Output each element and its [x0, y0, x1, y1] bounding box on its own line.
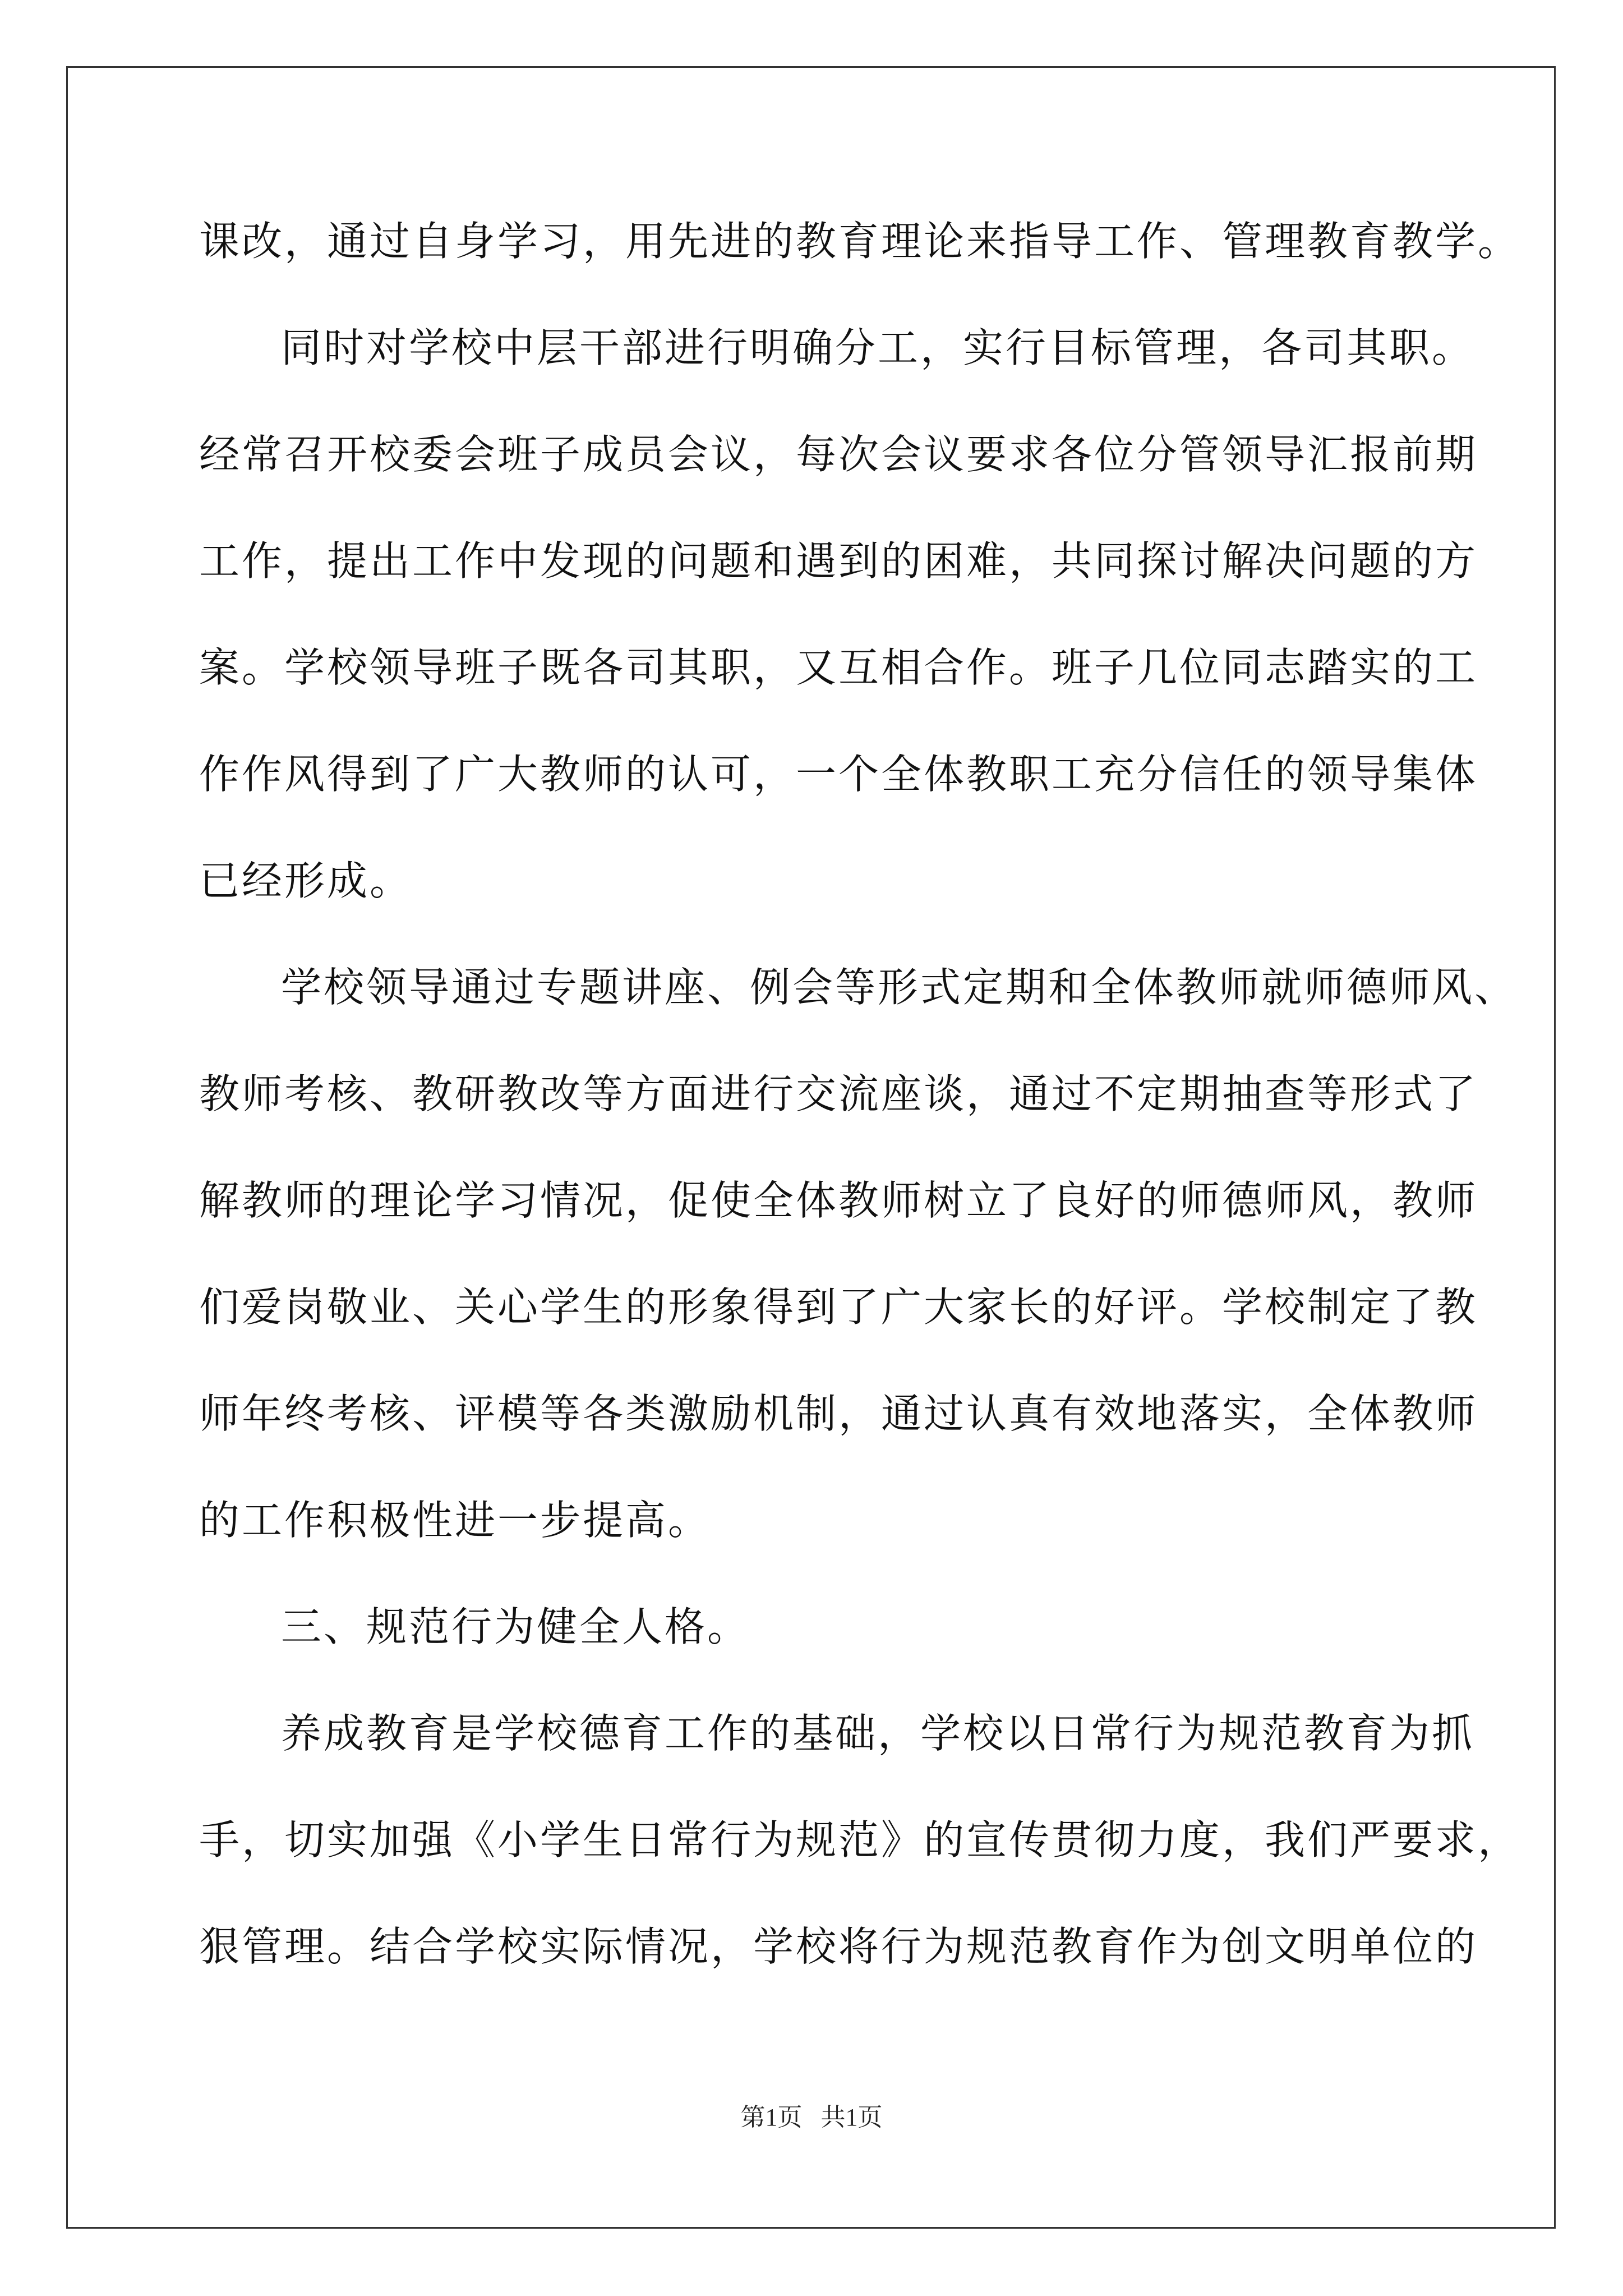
text-line: 学校领导通过专题讲座、例会等形式定期和全体教师就师德师风、 [281, 964, 1518, 1011]
text-line: 们爱岗敬业、关心学生的形象得到了广大家长的好评。学校制定了教 [199, 1283, 1478, 1331]
text-line: 已经形成。 [199, 857, 413, 904]
text-line: 工作，提出工作中发现的问题和遇到的困难，共同探讨解决问题的方 [199, 537, 1478, 585]
text-line: 师年终考核、评模等各类激励机制，通过认真有效地落实，全体教师 [199, 1390, 1478, 1437]
text-line: 狠管理。结合学校实际情况，学校将行为规范教育作为创文明单位的 [199, 1923, 1478, 1970]
text-line: 养成教育是学校德育工作的基础，学校以日常行为规范教育为抓 [281, 1710, 1475, 1757]
text-line: 手，切实加强《小学生日常行为规范》的宣传贯彻力度，我们严要求， [199, 1816, 1521, 1864]
text-line: 案。学校领导班子既各司其职，又互相合作。班子几位同志踏实的工 [199, 644, 1478, 691]
text-line: 的工作积极性进一步提高。 [199, 1497, 711, 1544]
text-line: 解教师的理论学习情况，促使全体教师树立了良好的师德师风，教师 [199, 1177, 1478, 1224]
page-number: 第1页 共1页 [740, 2104, 883, 2131]
text-line: 经常召开校委会班子成员会议，每次会议要求各位分管领导汇报前期 [199, 431, 1478, 478]
document-body [199, 208, 1521, 2019]
section-heading: 三、规范行为健全人格。 [281, 1603, 750, 1650]
text-line: 教师考核、教研教改等方面进行交流座谈，通过不定期抽查等形式了 [199, 1070, 1478, 1117]
text-line: 课改，通过自身学习，用先进的教育理论来指导工作、管理教育教学。 [199, 218, 1521, 265]
text-line: 作作风得到了广大教师的认可，一个全体教职工充分信任的领导集体 [199, 751, 1478, 798]
text-line: 同时对学校中层干部进行明确分工，实行目标管理，各司其职。 [281, 324, 1475, 371]
